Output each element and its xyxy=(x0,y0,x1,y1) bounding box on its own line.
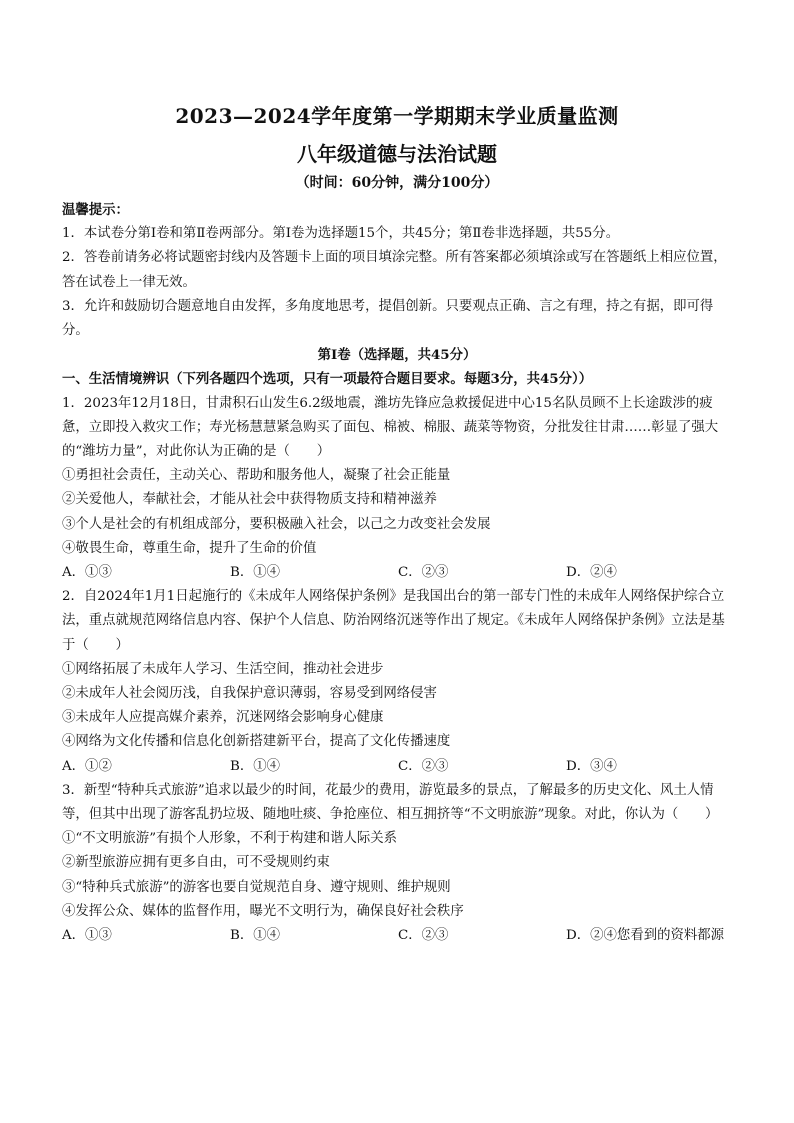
notice-item: 1．本试卷分第Ⅰ卷和第Ⅱ卷两部分。第Ⅰ卷为选择题15个，共45分；第Ⅱ卷非选择题，共55分。 xyxy=(62,226,620,242)
question-statement: ④敬畏生命，尊重生命，提升了生命的价值 xyxy=(62,540,317,556)
notice-heading: 温馨提示： xyxy=(62,202,129,218)
question-statement: ③未成年人应提高媒介素养，沉迷网络会影响身心健康 xyxy=(62,710,384,726)
option-c: C．②③ xyxy=(398,928,449,944)
question-statement: ②未成年人社会阅历浅，自我保护意识薄弱，容易受到网络侵害 xyxy=(62,686,437,702)
option-c: C．②③ xyxy=(398,565,449,581)
option-d: D．③④ xyxy=(566,758,617,774)
question-options xyxy=(62,561,732,585)
option-a: A．①② xyxy=(62,758,112,774)
question-stem: 2．自2024年1月1日起施行的《未成年人网络保护条例》是我国出台的第一部专门性的未成年人网络保护综合立法，重点就规范网络信息内容、保护个人信息、防治网络沉迷等作出了规定。《未成年人网络保护条例》立法是基于（ ） xyxy=(62,589,725,653)
option-d: D．②④ xyxy=(566,565,617,581)
question-statement: ①勇担社会责任，主动关心、帮助和服务他人，凝聚了社会正能量 xyxy=(62,468,451,484)
question-statement: ①“不文明旅游”有损个人形象，不利于构建和谐人际关系 xyxy=(62,831,398,847)
part-heading: 一、生活情境辨识（下列各题四个选项，只有一项最符合题目要求。每题3分，共45分）） xyxy=(62,371,593,388)
notice-item: 2．答卷前请务必将试题密封线内及答题卡上面的项目填涂完整。所有答案都必须填涂或写在答题纸上相应位置，答在试卷上一律无效。 xyxy=(62,250,727,290)
option-b: B．①④ xyxy=(230,928,281,944)
question-statement: ④网络为文化传播和信息化创新搭建新平台，提高了文化传播速度 xyxy=(62,734,451,750)
exam-title: 2023—2024学年度第一学期期末学业质量监测 xyxy=(175,104,619,128)
question-statement: ②关爱他人，奉献社会，才能从社会中获得物质支持和精神滋养 xyxy=(62,492,437,508)
question-statement: ②新型旅游应拥有更多自由，可不受规则约束 xyxy=(62,855,330,871)
notice-item: 3．允许和鼓励切合题意地自由发挥，多角度地思考，提倡创新。只要观点正确、言之有理，持之有据，即可得分。 xyxy=(62,298,714,339)
option-c: C．②③ xyxy=(398,758,449,774)
option-a: A．①③ xyxy=(62,928,112,944)
question-options xyxy=(62,924,732,948)
question-stem: 1．2023年12月18日，甘肃积石山发生6.2级地震，潍坊先锋应急救援促进中心15名队员顾不上长途跋涉的疲惫，立即投入救灾工作；寿光杨慧慧紧急购买了面包、棉被、棉服、蔬菜等物资，分批发往甘肃……彰显了强大的“潍坊力量”，对此你认为正确的是（ ） xyxy=(62,395,719,460)
option-b: B．①④ xyxy=(230,565,281,581)
question-stem: 3．新型“特种兵式旅游”追求以最少的时间，花最少的费用，游览最多的景点，了解最多的历史文化、风土人情等，但其中出现了游客乱扔垃圾、随地吐痰、争抢座位、相互拥挤等“不文明旅游”现象。对此，你认为（ ） xyxy=(62,782,719,823)
question-statement: ④发挥公众、媒体的监督作用，曝光不文明行为，确保良好社会秩序 xyxy=(62,903,464,919)
section-title: 第Ⅰ卷（选择题，共45分） xyxy=(317,347,477,364)
exam-time-info: （时间：60分钟，满分100分） xyxy=(295,175,499,191)
option-a: A．①③ xyxy=(62,565,112,581)
question-statement: ①网络拓展了未成年人学习、生活空间，推动社会进步 xyxy=(62,661,384,677)
question-statement: ③个人是社会的有机组成部分，要积极融入社会，以己之力改变社会发展 xyxy=(62,516,491,532)
question-statement: ③“特种兵式旅游”的游客也要自觉规范自身、遵守规则、维护规则 xyxy=(62,879,451,895)
question-options xyxy=(62,755,732,779)
option-b: B．①④ xyxy=(230,758,281,774)
exam-body xyxy=(62,198,732,948)
option-d: D．②④您看到的资料都源 xyxy=(566,928,725,944)
exam-subject: 八年级道德与法治试题 xyxy=(297,142,497,166)
